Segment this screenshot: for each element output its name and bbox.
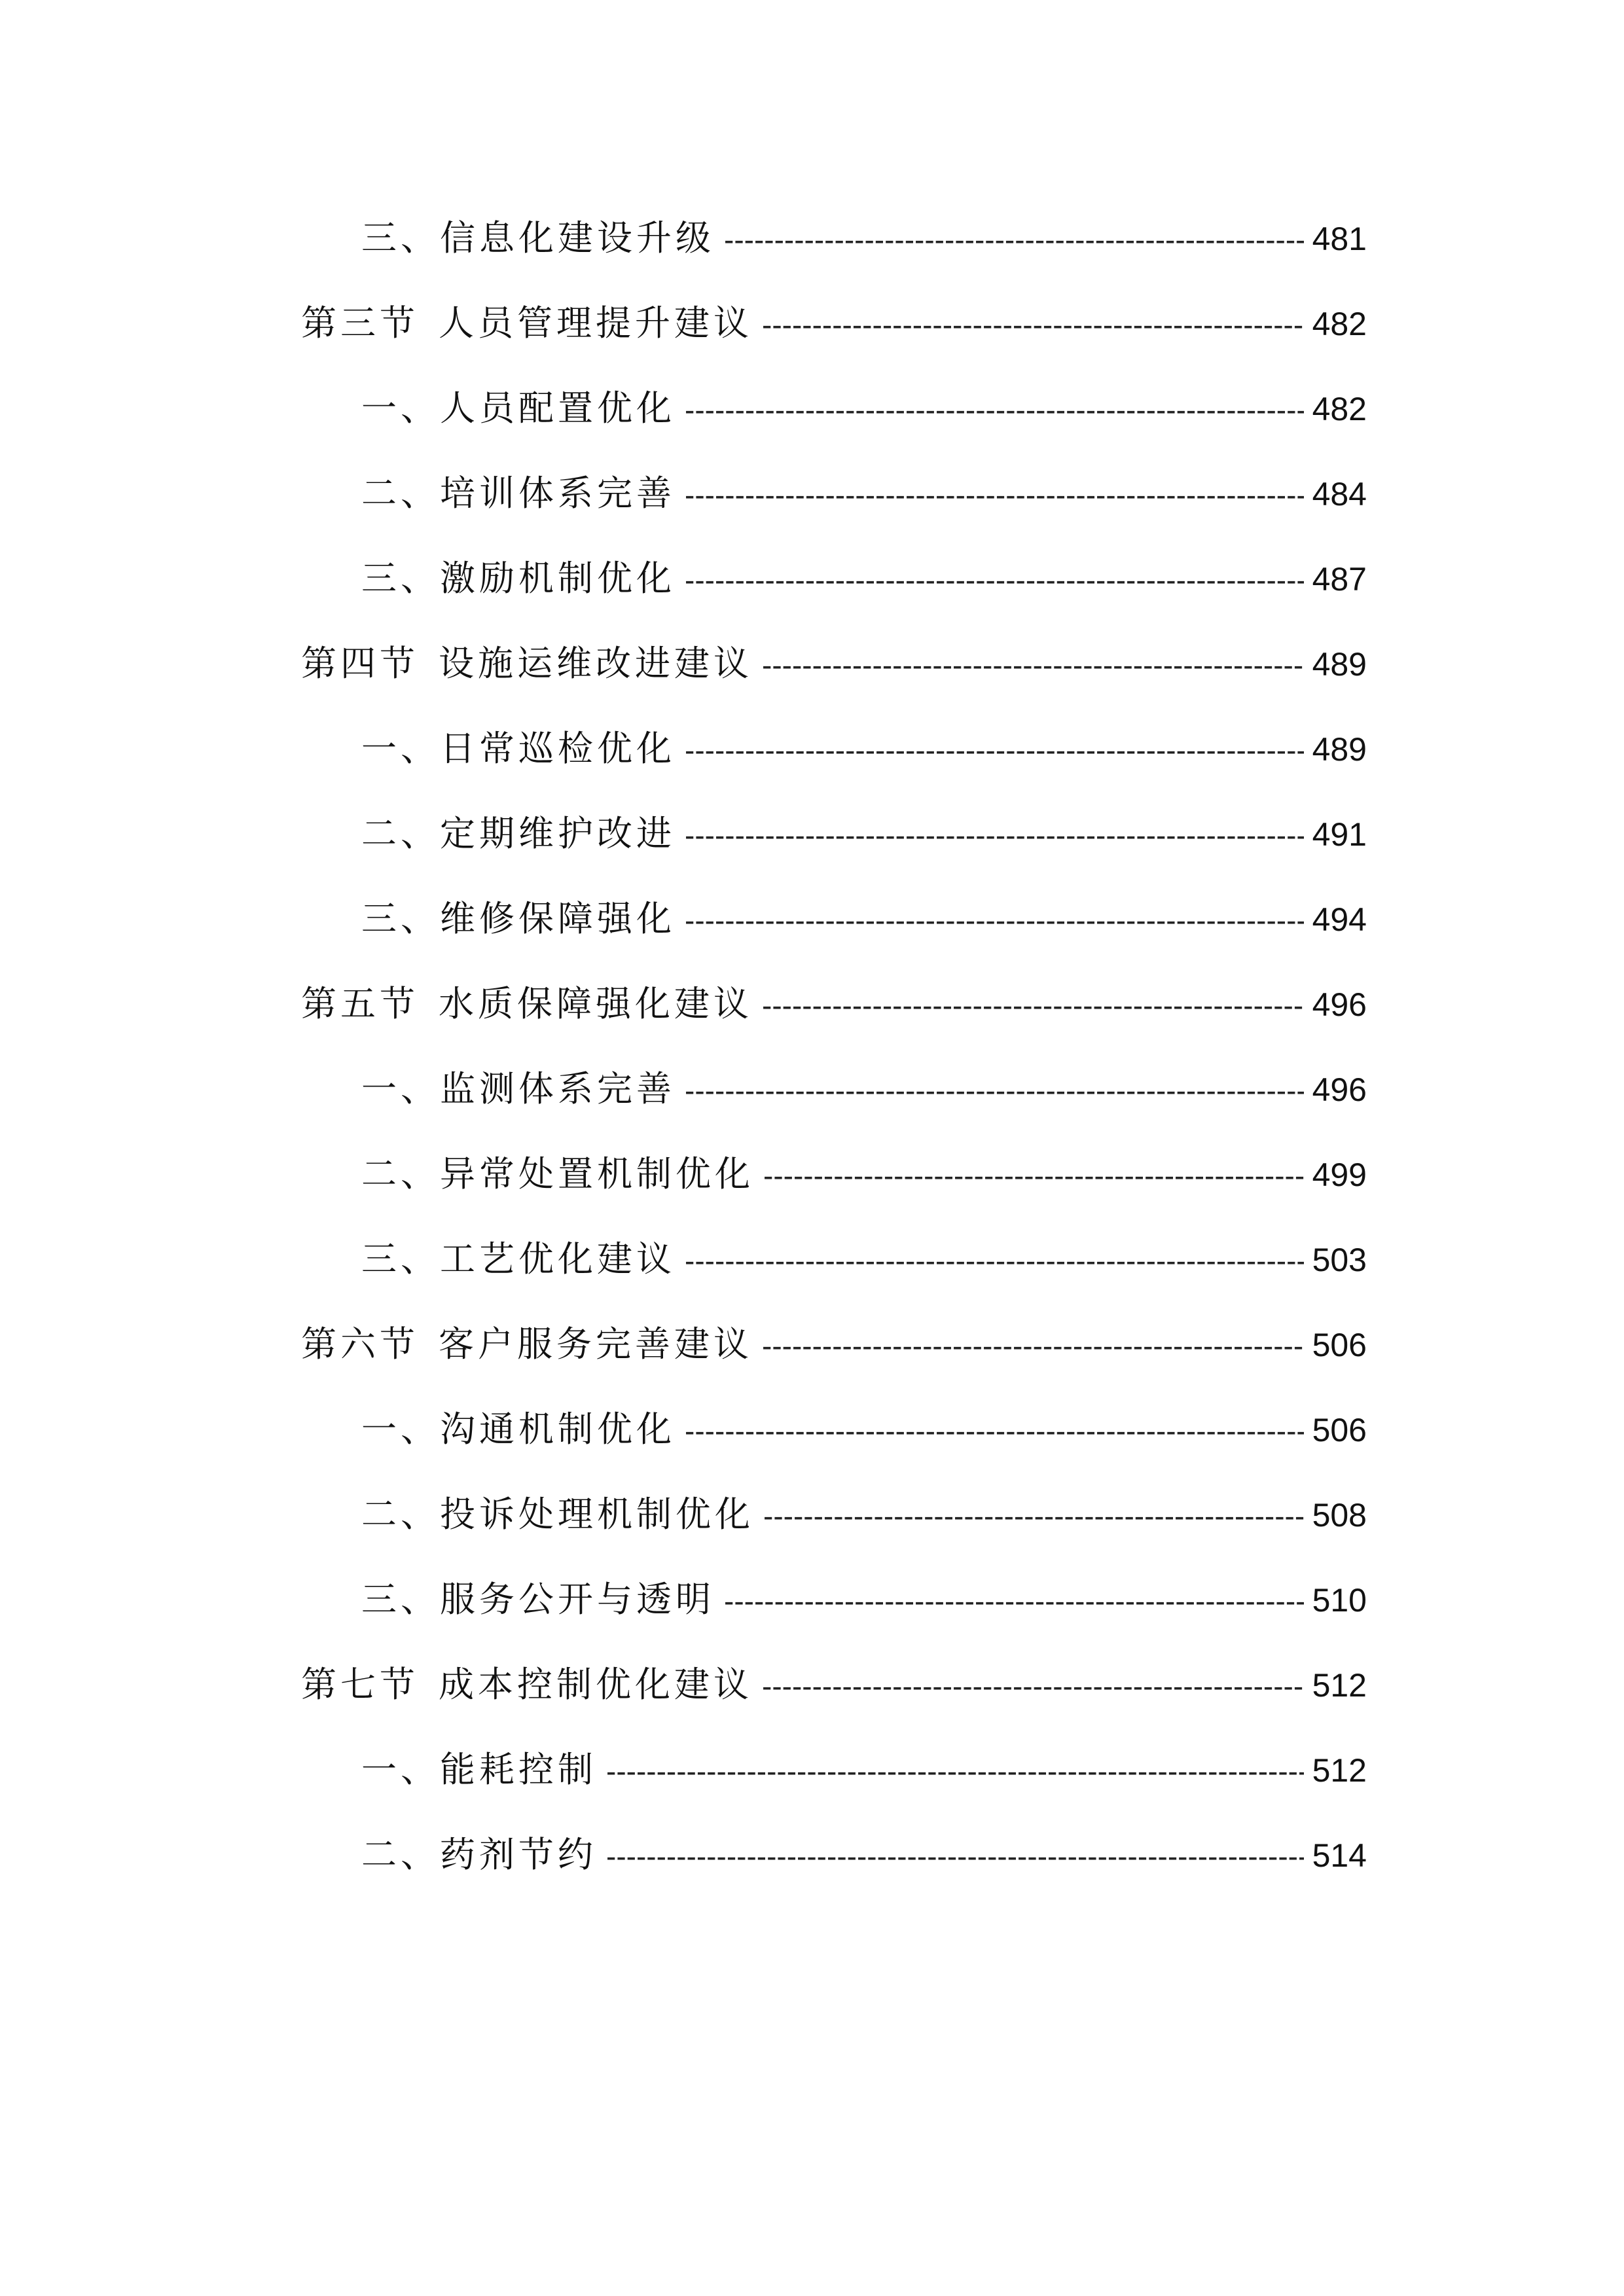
toc-leader-dashes bbox=[685, 808, 1304, 863]
toc-entry-title: 二、培训体系完善 bbox=[361, 473, 676, 514]
toc-entry-title bbox=[301, 296, 753, 351]
toc-entry-title: 三、激励机制优化 bbox=[361, 558, 676, 599]
toc-leader-dashes bbox=[685, 1233, 1304, 1288]
toc-leader-dashes bbox=[762, 978, 1304, 1033]
toc-section-number: 第三节 bbox=[301, 302, 419, 344]
toc-entry-page: 512 bbox=[1312, 1752, 1367, 1789]
toc-leader-dashes bbox=[762, 1318, 1304, 1373]
toc-section-number: 第六节 bbox=[301, 1323, 419, 1365]
toc-entry-title: 一、日常巡检优化 bbox=[361, 728, 676, 769]
toc-entry-page: 506 bbox=[1312, 1327, 1367, 1363]
toc-leader-dashes bbox=[685, 1063, 1304, 1118]
toc-entry-title: 一、监测体系完善 bbox=[361, 1068, 676, 1109]
toc-entry[interactable] bbox=[301, 1147, 1367, 1232]
toc-leader-dashes bbox=[685, 467, 1304, 522]
toc-entry-page: 489 bbox=[1312, 731, 1367, 768]
toc-entry-page: 481 bbox=[1312, 221, 1367, 257]
toc-entry[interactable] bbox=[301, 1827, 1367, 1912]
toc-entry-page: 482 bbox=[1312, 391, 1367, 427]
toc-section-number: 第四节 bbox=[301, 643, 419, 684]
toc-entry-page: 503 bbox=[1312, 1242, 1367, 1278]
toc-entry[interactable] bbox=[301, 1232, 1367, 1317]
toc-entry-title: 三、服务公开与透明 bbox=[361, 1579, 715, 1620]
toc-entry-title: 三、工艺优化建议 bbox=[361, 1238, 676, 1280]
toc-section-entry[interactable] bbox=[301, 636, 1367, 721]
toc-leader-dashes bbox=[763, 1148, 1304, 1203]
toc-entry-page: 487 bbox=[1312, 561, 1367, 598]
toc-section-title: 水质保障强化建议 bbox=[439, 983, 753, 1024]
toc-entry-title bbox=[301, 1657, 753, 1712]
toc-leader-dashes bbox=[762, 637, 1304, 692]
toc-entry-title: 一、能耗控制 bbox=[361, 1749, 597, 1790]
toc-entry-page: 508 bbox=[1312, 1497, 1367, 1534]
toc-entry-page: 482 bbox=[1312, 306, 1367, 342]
toc-entry[interactable] bbox=[301, 721, 1367, 806]
toc-entry-title bbox=[301, 1317, 753, 1372]
toc-leader-dashes bbox=[763, 1488, 1304, 1543]
toc-leader-dashes bbox=[685, 893, 1304, 948]
toc-leader-dashes bbox=[762, 1659, 1304, 1713]
toc-entry-title: 二、药剂节约 bbox=[361, 1834, 597, 1875]
toc-entry[interactable] bbox=[301, 1402, 1367, 1487]
toc-section-entry[interactable] bbox=[301, 1317, 1367, 1402]
toc-entry-title: 一、人员配置优化 bbox=[361, 387, 676, 429]
toc-section-number: 第七节 bbox=[301, 1664, 419, 1705]
toc-section-entry[interactable] bbox=[301, 1657, 1367, 1742]
toc-entry-page: 506 bbox=[1312, 1412, 1367, 1448]
toc-leader-dashes bbox=[685, 552, 1304, 607]
toc-entry-page: 499 bbox=[1312, 1157, 1367, 1193]
toc-entry-page: 491 bbox=[1312, 816, 1367, 853]
toc-section-title: 人员管理提升建议 bbox=[439, 302, 753, 344]
toc-entry[interactable] bbox=[301, 211, 1367, 296]
toc-entry[interactable] bbox=[301, 551, 1367, 636]
toc-entry[interactable] bbox=[301, 806, 1367, 891]
toc-entry-page: 494 bbox=[1312, 901, 1367, 938]
toc-entry-page: 484 bbox=[1312, 476, 1367, 512]
toc-section-entry[interactable] bbox=[301, 296, 1367, 381]
toc-entry[interactable] bbox=[301, 891, 1367, 977]
toc-entry[interactable] bbox=[301, 381, 1367, 466]
toc-entry-page: 514 bbox=[1312, 1837, 1367, 1874]
table-of-contents bbox=[301, 211, 1367, 1912]
toc-entry-title: 二、定期维护改进 bbox=[361, 813, 676, 854]
toc-leader-dashes bbox=[685, 1403, 1304, 1458]
toc-entry-title: 二、投诉处理机制优化 bbox=[361, 1494, 754, 1535]
toc-entry[interactable] bbox=[301, 1572, 1367, 1657]
toc-section-title: 成本控制优化建议 bbox=[439, 1664, 753, 1705]
toc-leader-dashes bbox=[685, 382, 1304, 437]
toc-entry-page: 489 bbox=[1312, 646, 1367, 683]
toc-entry-page: 496 bbox=[1312, 1071, 1367, 1108]
toc-section-number: 第五节 bbox=[301, 983, 419, 1024]
toc-entry-title bbox=[301, 977, 753, 1031]
toc-leader-dashes bbox=[724, 212, 1304, 267]
toc-entry-title: 二、异常处置机制优化 bbox=[361, 1153, 754, 1194]
toc-leader-dashes bbox=[724, 1573, 1304, 1628]
toc-entry-page: 512 bbox=[1312, 1667, 1367, 1704]
toc-entry-title: 三、维修保障强化 bbox=[361, 898, 676, 939]
toc-entry-title bbox=[301, 636, 753, 691]
toc-section-title: 设施运维改进建议 bbox=[439, 643, 753, 684]
toc-leader-dashes bbox=[606, 1744, 1304, 1799]
toc-entry[interactable] bbox=[301, 1062, 1367, 1147]
toc-entry-title: 三、信息化建设升级 bbox=[361, 217, 715, 259]
toc-entry-page: 510 bbox=[1312, 1582, 1367, 1619]
toc-leader-dashes bbox=[606, 1829, 1304, 1884]
toc-entry[interactable] bbox=[301, 466, 1367, 551]
toc-entry-title: 一、沟通机制优化 bbox=[361, 1408, 676, 1450]
toc-entry-page: 496 bbox=[1312, 986, 1367, 1023]
toc-section-entry[interactable] bbox=[301, 977, 1367, 1062]
toc-section-title: 客户服务完善建议 bbox=[439, 1323, 753, 1365]
toc-leader-dashes bbox=[762, 297, 1304, 352]
toc-entry[interactable] bbox=[301, 1742, 1367, 1827]
toc-leader-dashes bbox=[685, 723, 1304, 778]
toc-entry[interactable] bbox=[301, 1487, 1367, 1572]
